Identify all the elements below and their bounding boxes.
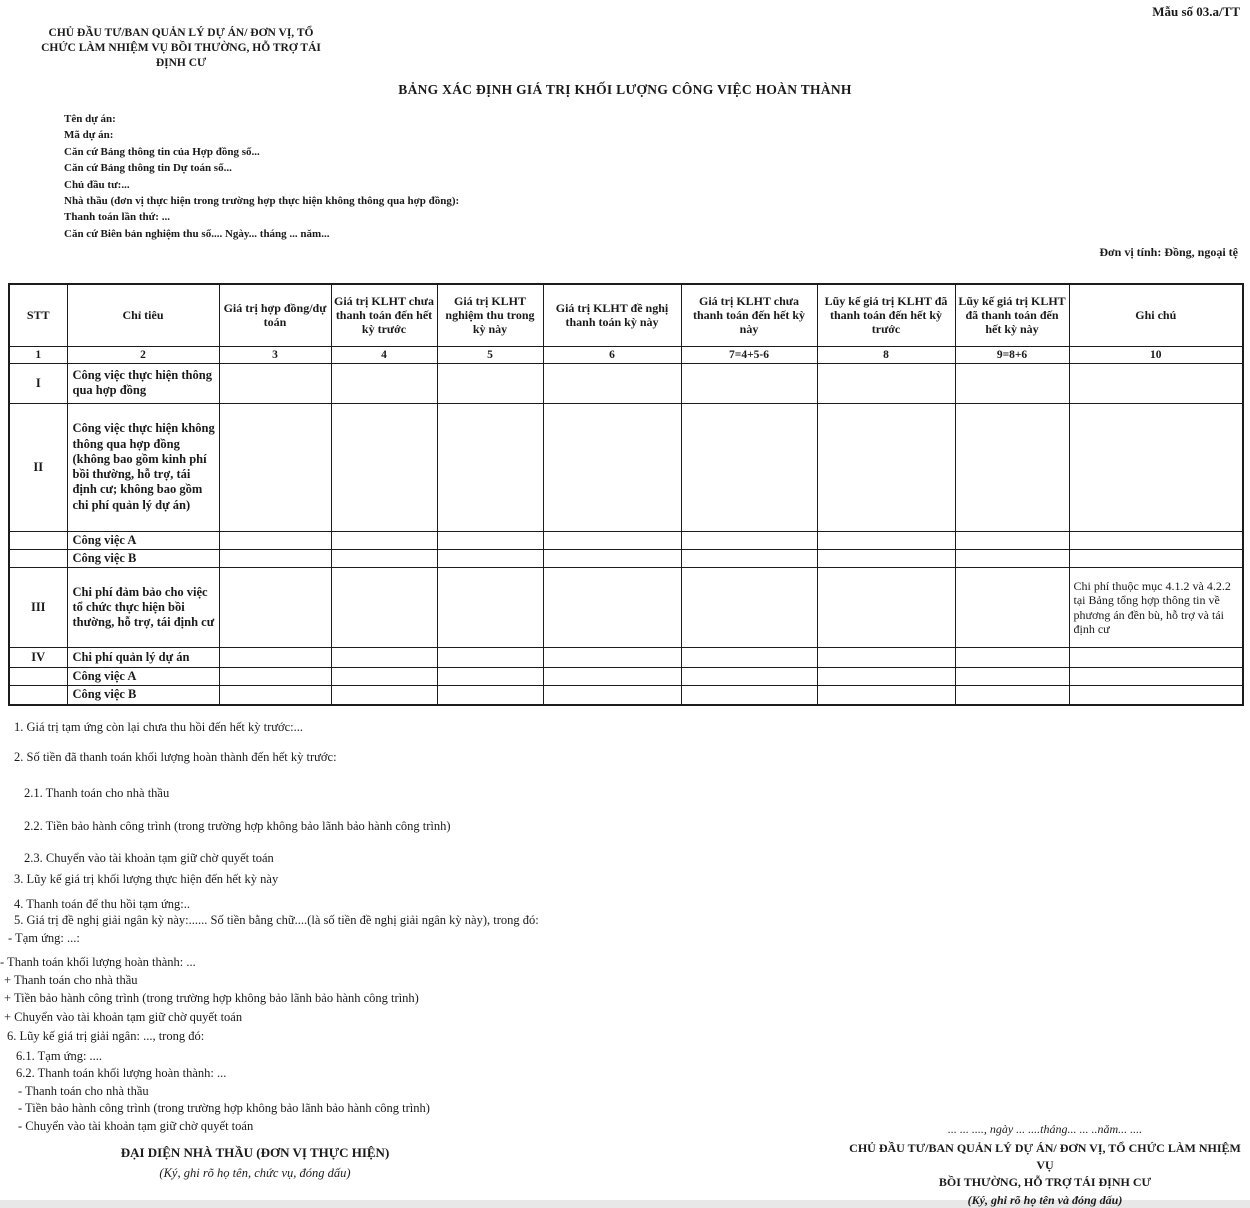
note-line: 1. Giá trị tạm ứng còn lại chưa thu hồi đến hết kỳ trước:...	[14, 720, 304, 734]
col-header-luy-ke-ky-nay: Lũy kế giá trị KLHT đã thanh toán đến hết kỳ này	[955, 284, 1069, 346]
org-header-line: CHỦ ĐẦU TƯ/BAN QUẢN LÝ DỰ ÁN/ ĐƠN VỊ, TỔ	[48, 27, 314, 39]
row-label: Công việc A	[67, 531, 219, 549]
col-header-gia-tri-hop-dong: Giá trị hợp đồng/dự toán	[219, 284, 331, 346]
col-header-klht-chua-tt-ky-nay: Giá trị KLHT chưa thanh toán đến hết kỳ này	[681, 284, 817, 346]
signature-title	[840, 1140, 1250, 1190]
intro-estimate-info: Căn cứ Bảng thông tin Dự toán số...	[64, 162, 232, 175]
empty-cell	[955, 531, 1069, 549]
empty-cell	[219, 686, 331, 705]
col-num: 2	[67, 346, 219, 363]
signature-block-investor	[840, 1122, 1250, 1208]
empty-cell	[437, 403, 543, 531]
empty-cell	[955, 549, 1069, 567]
empty-cell	[681, 363, 817, 403]
note-line: + Chuyển vào tài khoản tạm giữ chờ quyết toán	[4, 1010, 243, 1024]
empty-cell	[331, 668, 437, 686]
intro-lines	[64, 111, 459, 242]
col-header-klht-chua-tt-ky-truoc: Giá trị KLHT chưa thanh toán đến hết kỳ trước	[331, 284, 437, 346]
empty-cell	[681, 531, 817, 549]
note-line: - Tiền bảo hành công trình (trong trường hợp không bảo lãnh bảo hành công trình)	[18, 1101, 430, 1115]
note-line: 2.3. Chuyển vào tài khoản tạm giữ chờ quyết toán	[24, 851, 274, 865]
empty-cell	[219, 568, 331, 648]
empty-cell	[543, 363, 681, 403]
empty-cell	[955, 403, 1069, 531]
empty-cell	[955, 668, 1069, 686]
empty-cell	[219, 531, 331, 549]
empty-cell	[955, 568, 1069, 648]
empty-cell	[817, 668, 955, 686]
empty-cell	[817, 568, 955, 648]
empty-cell	[681, 648, 817, 668]
intro-contractor: Nhà thầu (đơn vị thực hiện trong trường hợp thực hiện không thông qua hợp đồng):	[64, 194, 460, 207]
row-note	[1069, 686, 1243, 705]
form-title: BẢNG XÁC ĐỊNH GIÁ TRỊ KHỐI LƯỢNG CÔNG VIỆC HOÀN THÀNH	[398, 82, 852, 97]
note-line: - Chuyển vào tài khoản tạm giữ chờ quyết toán	[18, 1119, 254, 1133]
table-row	[9, 403, 1243, 531]
empty-cell	[681, 403, 817, 531]
note-line: + Thanh toán cho nhà thầu	[4, 973, 138, 987]
col-num: 7=4+5-6	[681, 346, 817, 363]
empty-cell	[219, 648, 331, 668]
empty-cell	[817, 403, 955, 531]
intro-project-name: Tên dự án:	[64, 113, 116, 125]
col-num: 8	[817, 346, 955, 363]
empty-cell	[681, 686, 817, 705]
note-line: 6.2. Thanh toán khối lượng hoàn thành: ...	[16, 1066, 227, 1080]
intro-payment-number: Thanh toán lần thứ: ...	[64, 211, 170, 224]
empty-cell	[955, 686, 1069, 705]
intro-investor: Chủ đầu tư:...	[64, 178, 130, 191]
empty-cell	[681, 568, 817, 648]
col-num: 5	[437, 346, 543, 363]
signature-title-line: CHỦ ĐẦU TƯ/BAN QUẢN LÝ DỰ ÁN/ ĐƠN VỊ, TỔ CHỨC LÀM NHIỆM VỤ	[849, 1141, 1241, 1172]
empty-cell	[437, 549, 543, 567]
empty-cell	[817, 363, 955, 403]
row-note	[1069, 403, 1243, 531]
signature-title: ĐẠI DIỆN NHÀ THẦU (ĐƠN VỊ THỰC HIỆN)	[120, 1145, 390, 1160]
empty-cell	[543, 549, 681, 567]
table-row	[9, 531, 1243, 549]
row-stt	[9, 531, 67, 549]
empty-cell	[681, 549, 817, 567]
empty-cell	[543, 531, 681, 549]
row-stt: I	[9, 363, 67, 403]
empty-cell	[219, 403, 331, 531]
empty-cell	[219, 668, 331, 686]
date-line: ... ... ...., ngày ... ....tháng... ... ..năm... ....	[947, 1122, 1143, 1136]
col-num: 4	[331, 346, 437, 363]
empty-cell	[331, 549, 437, 567]
note-line: - Tạm ứng: ...:	[8, 931, 80, 945]
row-stt: II	[9, 403, 67, 531]
col-num: 1	[9, 346, 67, 363]
row-label: Công việc thực hiện không thông qua hợp đồng (không bao gồm kinh phí bồi thường, hỗ trợ, tái định cư; không bao gồm chi phí quản lý dự án)	[67, 403, 219, 531]
row-label: Công việc B	[67, 549, 219, 567]
row-label: Chi phí quản lý dự án	[67, 648, 219, 668]
row-note	[1069, 648, 1243, 668]
row-stt: III	[9, 568, 67, 648]
row-note	[1069, 549, 1243, 567]
intro-project-code: Mã dự án:	[64, 129, 114, 142]
empty-cell	[437, 648, 543, 668]
note-line: - Thanh toán khối lượng hoàn thành: ...	[0, 955, 196, 969]
empty-cell	[437, 668, 543, 686]
empty-cell	[437, 568, 543, 648]
row-note	[1069, 363, 1243, 403]
signature-block-contractor	[55, 1145, 455, 1181]
empty-cell	[817, 549, 955, 567]
note-line: 5. Giá trị đề nghị giải ngân kỳ này:...... Số tiền bằng chữ....(là số tiền đề nghị giải ngân kỳ này), trong đó:	[14, 913, 539, 927]
row-note: Chi phí thuộc mục 4.1.2 và 4.2.2 tại Bảng tổng hợp thông tin về phương án đền bù, hỗ trợ và tái định cư	[1069, 568, 1243, 648]
table-row	[9, 363, 1243, 403]
col-num: 10	[1069, 346, 1243, 363]
empty-cell	[543, 686, 681, 705]
unit-note: Đơn vị tính: Đồng, ngoại tệ	[1099, 245, 1238, 259]
note-line: 6.1. Tạm ứng: ....	[16, 1049, 103, 1063]
row-stt	[9, 549, 67, 567]
note-line: 3. Lũy kế giá trị khối lượng thực hiện đến hết kỳ này	[14, 872, 279, 886]
empty-cell	[681, 668, 817, 686]
col-num: 3	[219, 346, 331, 363]
col-header-klht-nghiem-thu: Giá trị KLHT nghiệm thu trong kỳ này	[437, 284, 543, 346]
table-row	[9, 549, 1243, 567]
intro-contract-info: Căn cứ Bảng thông tin của Hợp đồng số...	[64, 145, 260, 158]
table-row	[9, 568, 1243, 648]
empty-cell	[955, 363, 1069, 403]
empty-cell	[543, 568, 681, 648]
empty-cell	[219, 549, 331, 567]
intro-acceptance-record: Căn cứ Biên bản nghiệm thu số.... Ngày... tháng ... năm...	[64, 227, 330, 240]
empty-cell	[331, 363, 437, 403]
note-line: 6. Lũy kế giá trị giải ngân: ..., trong đó:	[7, 1029, 205, 1043]
org-header-line: ĐỊNH CƯ	[155, 56, 207, 69]
row-label: Công việc B	[67, 686, 219, 705]
empty-cell	[955, 648, 1069, 668]
empty-cell	[437, 363, 543, 403]
empty-cell	[817, 531, 955, 549]
table-row	[9, 648, 1243, 668]
note-line: 4. Thanh toán để thu hồi tạm ứng:..	[14, 897, 190, 911]
col-num: 9=8+6	[955, 346, 1069, 363]
col-header-stt: STT	[9, 284, 67, 346]
row-stt	[9, 686, 67, 705]
empty-cell	[817, 686, 955, 705]
signature-instruction: (Ký, ghi rõ họ tên và đóng dấu)	[967, 1193, 1123, 1208]
note-line: 2. Số tiền đã thanh toán khối lượng hoàn thành đến hết kỳ trước:	[14, 750, 337, 764]
note-line: - Thanh toán cho nhà thầu	[18, 1084, 149, 1098]
col-header-chi-tieu: Chỉ tiêu	[67, 284, 219, 346]
empty-cell	[331, 648, 437, 668]
note-line: 2.1. Thanh toán cho nhà thầu	[24, 786, 170, 800]
table-row	[9, 686, 1243, 705]
row-label: Chi phí đảm bảo cho việc tổ chức thực hiện bồi thường, hỗ trợ, tái định cư	[67, 568, 219, 648]
table-row	[9, 668, 1243, 686]
table-header-row	[9, 284, 1243, 346]
empty-cell	[543, 648, 681, 668]
col-num: 6	[543, 346, 681, 363]
col-header-klht-de-nghi-tt: Giá trị KLHT đề nghị thanh toán kỳ này	[543, 284, 681, 346]
note-line: + Tiền bảo hành công trình (trong trường hợp không bảo lãnh bảo hành công trình)	[4, 991, 419, 1005]
empty-cell	[331, 568, 437, 648]
org-header-line: CHỨC LÀM NHIỆM VỤ BỒI THƯỜNG, HỖ TRỢ TÁI	[41, 41, 321, 54]
note-line: 2.2. Tiền bảo hành công trình (trong trường hợp không bảo lãnh bảo hành công trình)	[24, 819, 451, 833]
col-header-luy-ke-ky-truoc: Lũy kế giá trị KLHT đã thanh toán đến hết kỳ trước	[817, 284, 955, 346]
empty-cell	[219, 363, 331, 403]
empty-cell	[331, 403, 437, 531]
empty-cell	[817, 648, 955, 668]
row-note	[1069, 668, 1243, 686]
signature-title-line: BỒI THƯỜNG, HỖ TRỢ TÁI ĐỊNH CƯ	[938, 1174, 1152, 1189]
org-header	[16, 26, 346, 71]
empty-cell	[543, 403, 681, 531]
row-label: Công việc A	[67, 668, 219, 686]
empty-cell	[437, 531, 543, 549]
form-code: Mẫu số 03.a/TT	[1152, 4, 1240, 19]
signature-instruction: (Ký, ghi rõ họ tên, chức vụ, đóng dấu)	[159, 1166, 351, 1180]
row-stt	[9, 668, 67, 686]
column-number-row	[9, 346, 1243, 363]
empty-cell	[543, 668, 681, 686]
empty-cell	[437, 686, 543, 705]
worksheet-table	[8, 283, 1244, 706]
row-stt: IV	[9, 648, 67, 668]
empty-cell	[331, 531, 437, 549]
col-header-ghi-chu: Ghi chú	[1069, 284, 1243, 346]
row-note	[1069, 531, 1243, 549]
empty-cell	[331, 686, 437, 705]
row-label: Công việc thực hiện thông qua hợp đồng	[67, 363, 219, 403]
